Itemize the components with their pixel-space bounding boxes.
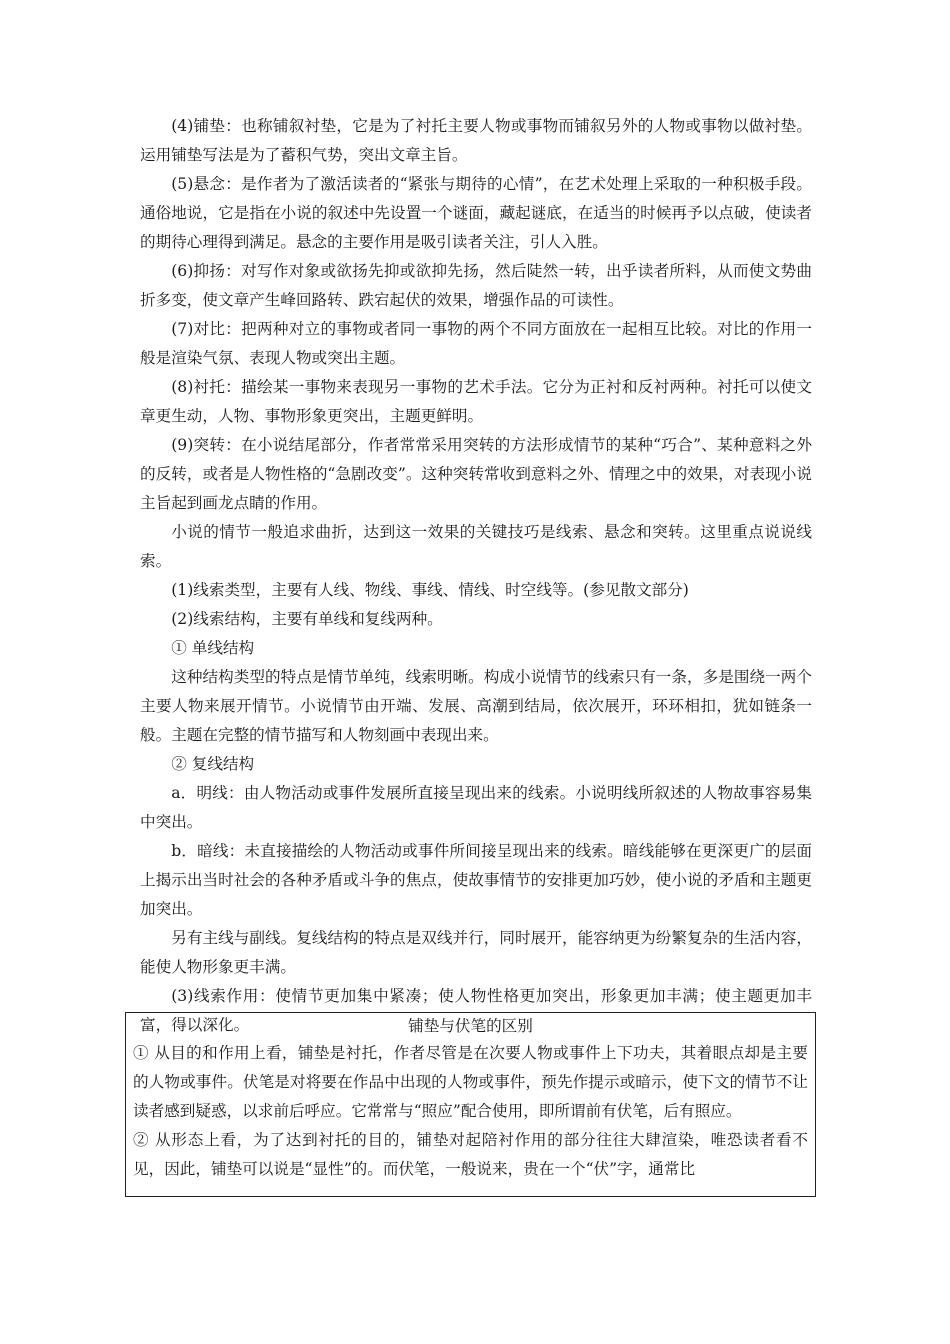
paragraph-anxian: b．暗线：未直接描绘的人物活动或事件所间接呈现出来的线索。暗线能够在更深更广的层面上揭示出当时社会的各种矛盾或斗争的焦点，使故事情节的安排更加巧妙，使小说的矛盾和主题更加突出。 <box>140 842 812 918</box>
paragraph-tuzhuan: (9)突转：在小说结尾部分，作者常常采用突转的方法形成情节的某种“巧合”、某种意料之外的反转，或者是人物性格的“急剧改变”。这种突转常收到意料之外、情理之中的效果，对表现小说主旨起到画龙点睛的作用。 <box>140 436 812 512</box>
paragraph-zhuxian: 另有主线与副线。复线结构的特点是双线并行，同时展开，能容纳更为纷繁复杂的生活内容，能使人物形象更丰满。 <box>140 929 812 976</box>
paragraph-pudian: (4)铺垫：也称铺叙衬垫，它是为了衬托主要人物或事物而铺叙另外的人物或事物以做衬垫。运用铺垫写法是为了蓄积气势，突出文章主旨。 <box>140 117 812 164</box>
box-item: ① 从目的和作用上看，铺垫是衬托，作者尽管是在次要人物或事件上下功夫，其着眼点却是主要的人物或事件。伏笔是对将要在作品中出现的人物或事件，预先作提示或暗示，使下文的情节不让读者感到疑惑，以求前后呼应。它常常与“照应”配合使用，即所谓前有伏笔，后有照应。 <box>133 1044 808 1120</box>
comparison-box <box>125 1012 816 1197</box>
paragraph-qingjie: 小说的情节一般追求曲折，达到这一效果的关键技巧是线索、悬念和突转。这里重点说说线索。 <box>140 523 812 570</box>
heading-danxian: ① 单线结构 <box>171 639 255 657</box>
paragraph-yiyang: (6)抑扬：对写作对象或欲扬先抑或欲抑先扬，然后陡然一转，出乎读者所料，从而使文势曲折多变，使文章产生峰回路转、跌宕起伏的效果，增强作品的可读性。 <box>140 262 812 309</box>
main-text <box>140 112 812 1040</box>
paragraph-mingxian: a．明线：由人物活动或事件发展所直接呈现出来的线索。小说明线所叙述的人物故事容易集中突出。 <box>140 784 812 831</box>
paragraph-xuannian: (5)悬念：是作者为了激活读者的“紧张与期待的心情”，在艺术处理上采取的一种积极手段。通俗地说，它是指在小说的叙述中先设置一个谜面，藏起谜底，在适当的时候再予以点破，使读者的期待心理得到满足。悬念的主要作用是吸引读者关注，引人入胜。 <box>140 175 812 251</box>
paragraph-chentuo: (8)衬托：描绘某一事物来表现另一事物的艺术手法。它分为正衬和反衬两种。衬托可以使文章更生动，人物、事物形象更突出，主题更鲜明。 <box>140 378 812 425</box>
box-item: ② 从形态上看，为了达到衬托的目的，铺垫对起陪衬作用的部分往往大肆渲染，唯恐读者看不见，因此，铺垫可以说是“显性”的。而伏笔，一般说来，贵在一个“伏”字，通常比 <box>133 1131 808 1178</box>
paragraph-xiansuo-jiegou: (2)线索结构，主要有单线和复线两种。 <box>171 610 443 628</box>
paragraph-duibi: (7)对比：把两种对立的事物或者同一事物的两个不同方面放在一起相互比较。对比的作用一般是渲染气氛、表现人物或突出主题。 <box>140 320 812 367</box>
paragraph-xiansuo-zuoyong: (3)线索作用：使情节更加集中紧凑；使人物性格更加突出，形象更加丰满；使主题更加丰富，得以深化。 <box>140 987 812 1034</box>
paragraph-danxian: 这种结构类型的特点是情节单纯，线索明晰。构成小说情节的线索只有一条，多是围绕一两个主要人物来展开情节。小说情节由开端、发展、高潮到结局，依次展开，环环相扣，犹如链条一般。主题在完整的情节描写和人物刻画中表现出来。 <box>140 668 812 744</box>
box-title: 铺垫与伏笔的区别 <box>408 1017 533 1035</box>
heading-fuxian: ② 复线结构 <box>171 755 255 773</box>
paragraph-xiansuo-leixing: (1)线索类型，主要有人线、物线、事线、情线、时空线等。(参见散文部分) <box>171 581 689 599</box>
